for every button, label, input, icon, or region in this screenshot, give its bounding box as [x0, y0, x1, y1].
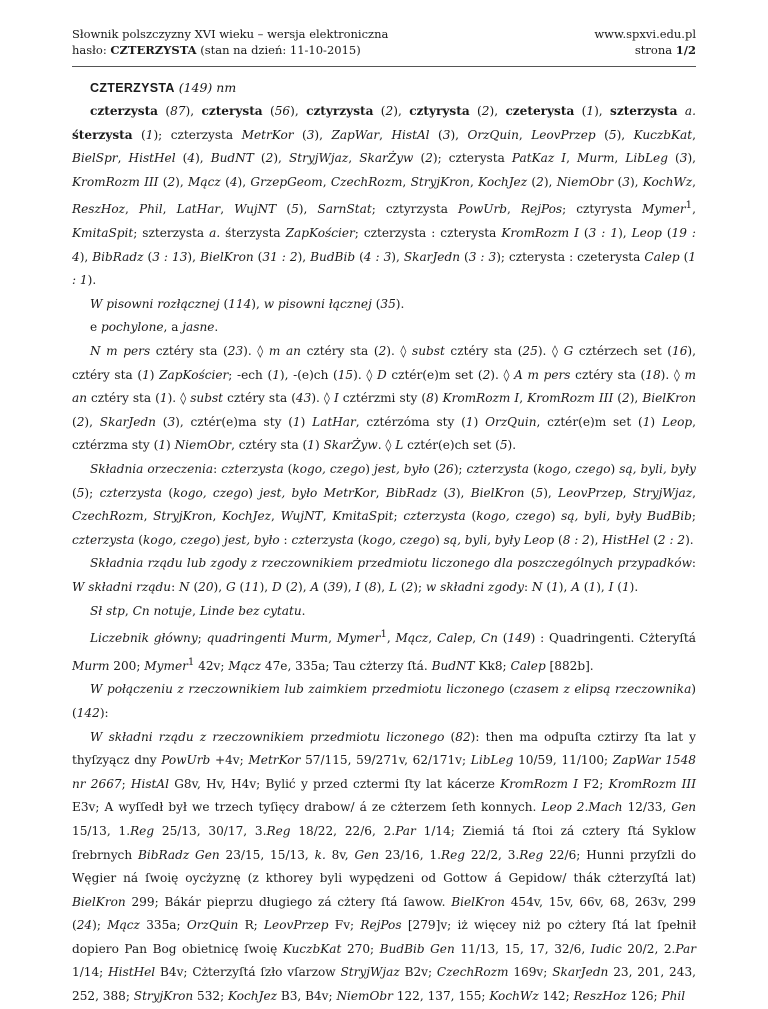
vowel-paragraph: e pochylone, a jasne.: [90, 320, 219, 335]
page-value: 1/2: [675, 43, 696, 57]
entry-headword-line: [72, 76, 696, 100]
entry-headword: CZTERZYSTA: [90, 81, 175, 95]
agreement-syntax-paragraph: Składnia rządu lub zgody z rzeczownikiem przedmiotu liczonego dla poszczególnych przypadków: W składni rządu: N (20), G (11), D (2), A (39), I (8), L (2); w składni zgody: N (1), A (1), I (1).: [72, 556, 696, 594]
entry-paragraphs: [72, 100, 696, 1009]
page-number: [594, 42, 696, 58]
page-label: strona: [634, 43, 676, 57]
entry-label: hasło:: [72, 43, 111, 57]
predicate-syntax-paragraph: Składnia orzeczenia: czterzysta (kogo, czego) jest, było (26); czterzysta (kogo, czego) są, byli, były (5); czterzysta (kogo, czego) jest, było MetrKor, BibRadz (3), BielKron (5), LeovPrzep, StryjWjaz, CzechRozm, StryjKron, KochJez, WujNT, KmitaSpit; czterzysta (kogo, czego) są, byli, były BudBib; czterzysta (kogo, czego) jest, było : czterzysta (kogo, czego) są, byli, były Leop (8 : 2), HistHel (2 : 2).: [72, 461, 697, 547]
header-headword: CZTERZYSTA: [110, 43, 197, 57]
meaning-paragraph: Liczebnik główny; quadringenti Murm, Mymer$^1$, Mącz, Calep, Cn (149) : Quadringenti. Cżteryſtá Murm 200; Mymer$^1$ 42v; Mącz 47e, 335a; Tau cżterzy ſtá. BudNT Kk8; Calep [882b].: [72, 629, 696, 673]
site-url: www.spxvi.edu.pl: [594, 27, 696, 41]
header-left: [72, 26, 388, 58]
inflection-paragraph: N m pers cztéry sta (23). ◊ m an cztéry sta (2). ◊ subst cztéry sta (25). ◊ G cztérzech set (16), cztéry sta (1) ZapKościer; -ech (1), -(e)ch (15). ◊ D cztér(e)m set (2). ◊ A m pers cztéry sta (18). ◊ m an cztéry sta (1). ◊ subst cztéry sta (43). ◊ I cztérzmi sty (8) KromRozm I, KromRozm III (2), BielKron (2), SkarJedn (3), cztér(e)ma sty (1) LatHar, cztérzóma sty (1) OrzQuin, cztér(e)m set (1) Leop, cztérzma sty (1) NiemObr, cztéry sta (1) SkarŻyw. ◊ L cztér(e)ch set (5).: [72, 343, 697, 453]
combination-paragraph: W połączeniu z rzeczownikiem lub zaimkiem przedmiotu liczonego (czasem z elipsą rzeczownika) (142):: [72, 682, 696, 720]
entry-date: (stan na dzień: 11-10-2015): [196, 43, 361, 57]
page-header: [72, 26, 696, 58]
spelling-paragraph: W pisowni rozłącznej (114), w pisowni łącznej (35).: [90, 296, 405, 311]
sources-paragraph: Sł stp, Cn notuje, Linde bez cytatu.: [90, 603, 306, 618]
header-right: [594, 26, 696, 58]
citations-paragraph: W składni rządu z rzeczownikiem przedmiotu liczonego (82): then ma odpuſta cztirzy ſta lat y thyſzyącz dny PowUrb +4v; MetrKor 57/115, 59/271v, 62/171v; LibLeg 10/59, 11/100; ZapWar 1548 nr 2667; HistAl G8v, Hv, H4v; Bylić y przed cztermi ſty lat kácerze KromRozm I F2; KromRozm III E3v; A wyſſedł był we trzech tyſięcy drabow/ á ze cżterzem ſeth konnych. Leop 2.Mach 12/33, Gen 15/13, 1.Reg 25/13, 30/17, 3.Reg 18/22, 22/6, 2.Par 1/14; Ziemiá tá ſtoi zá cztery ſtá Syklow ſrebrnych BibRadz Gen 23/15, 15/13, k. 8v, Gen 23/16, 1.Reg 22/2, 3.Reg 22/6; Hunni przyſzli do Węgier ná ſwoię oycżyznę (z kthorey byli wypędzeni od Gottow á Gepidow/ thák cżterzyſtá lat) BielKron 299; Bákár pieprzu długiego zá cżtery ſtá ſawow. BielKron 454v, 15v, 66v, 68, 263v, 299 (24); Mącz 335a; OrzQuin R; LeovPrzep Fv; RejPos [279]v; iż więcey niż po cżtery ſtá lat ſpełnił dopiero Pan Bog obietnicę ſwoię KuczbKat 270; BudBib Gen 11/13, 15, 17, 32/6, Iudic 20/2, 2.Par 1/14; HistHel B4v; Cżterzyſtá ſzło vſarzow StryjWjaz B2v; CzechRozm 169v; SkarJedn 23, 201, 243, 252, 388; StryjKron 532; KochJez B3, B4v; NiemObr 122, 137, 155; KochWz 142; ReszHoz 126; Phil: [72, 729, 697, 1004]
header-divider: [72, 66, 696, 67]
entry-count: (149): [174, 80, 213, 95]
entry-status: [72, 42, 388, 58]
dictionary-title: Słownik polszczyzny XVI wieku – wersja elektroniczna: [72, 27, 389, 41]
forms-paragraph: czterzysta (87), czterysta (56), cztyrzysta (2), cztyrysta (2), czeterysta (1), szterzysta a. śterzysta (1); czterzysta MetrKor (3), ZapWar, HistAl (3), OrzQuin, LeovPrzep (5), KuczbKat, BielSpr, HistHel (4), BudNT (2), StryjWjaz, SkarŻyw (2); czterysta PatKaz I, Murm, LibLeg (3), KromRozm III (2), Mącz (4), GrzepGeom, CzechRozm, StryjKron, KochJez (2), NiemObr (3), KochWz, ReszHoz, Phil, LatHar, WujNT (5), SarnStat; cztyrzysta PowUrb, RejPos; cztyrysta Mymer$^1$, KmitaSpit; szterzysta a. śterzysta ZapKościer; czterzysta : czterysta KromRozm I (3 : 1), Leop (19 : 4), BibRadz (3 : 13), BielKron (31 : 2), BudBib (4 : 3), SkarJedn (3 : 3); czterysta : czeterysta Calep (1 : 1).: [72, 104, 697, 288]
entry-content: [72, 76, 697, 1004]
entry-pos: nm: [212, 80, 237, 95]
